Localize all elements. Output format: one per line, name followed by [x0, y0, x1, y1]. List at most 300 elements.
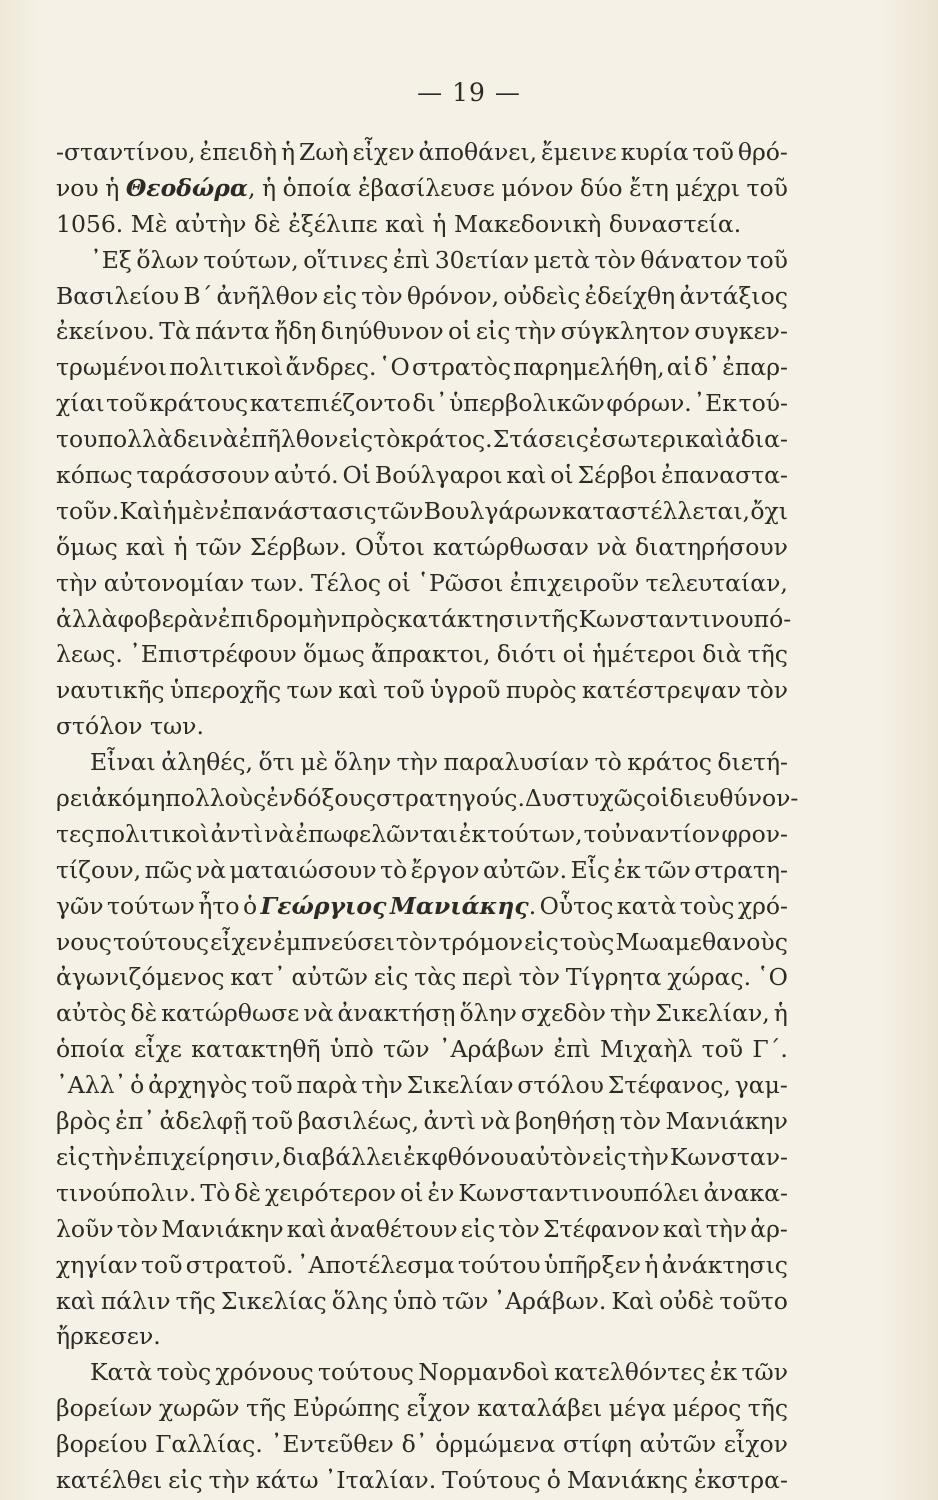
- word: ἐπωφελῶνται: [295, 819, 458, 848]
- word: ᾿Ιταλίαν.: [324, 1465, 437, 1494]
- word: οἱ: [400, 1178, 424, 1207]
- word: κράτος.: [400, 425, 493, 454]
- word: στόλου: [517, 1071, 604, 1100]
- word: κάτω: [255, 1465, 319, 1494]
- word: κατάκτησιν: [397, 604, 539, 633]
- word: ἐνδόξους: [266, 784, 376, 813]
- word: τὸν: [746, 676, 788, 705]
- word: πολιτικοὶ: [95, 819, 210, 848]
- word: ὅμως: [303, 640, 365, 669]
- word: θρόνον,: [406, 281, 500, 310]
- text-line: [56, 1391, 788, 1427]
- text-line: [56, 494, 788, 530]
- word: Τέλος: [310, 568, 382, 597]
- text-line: [56, 386, 788, 422]
- word: τὴν: [705, 1214, 748, 1243]
- word: ἐξέλιπε: [288, 209, 378, 238]
- word: τοῦτο: [719, 1286, 788, 1315]
- word: ἡ: [644, 1250, 659, 1279]
- word: ἡ: [262, 173, 277, 202]
- word: δι᾿: [412, 389, 448, 418]
- word: Καὶ: [611, 1286, 655, 1315]
- word: ἡ: [281, 138, 296, 166]
- word: καὶ: [506, 461, 547, 490]
- text-line: [56, 960, 788, 996]
- word: ὅλων: [136, 245, 199, 274]
- word: τὸν: [518, 963, 561, 992]
- word: ἀνῆλθον: [216, 281, 319, 310]
- word: μὲν: [176, 496, 219, 525]
- word: ἀντὶ: [210, 819, 263, 848]
- word: οὐδὲ: [659, 1286, 715, 1315]
- word: Εἶναι: [90, 748, 156, 777]
- word: αὐτῶν.: [483, 855, 568, 884]
- word: χίαι: [56, 389, 105, 418]
- word: Μὲ: [130, 209, 168, 238]
- word: βασιλέως,: [297, 1107, 420, 1136]
- word: ἐκείνου.: [56, 317, 155, 346]
- text-line: [56, 1212, 788, 1248]
- word: Στέφανος,: [607, 1071, 731, 1100]
- text-line: [56, 314, 788, 350]
- word: σύγκλητον: [560, 317, 691, 346]
- word: τὰς: [414, 963, 457, 992]
- word: ῾Ο: [378, 353, 410, 382]
- word: Τὰ: [159, 317, 191, 346]
- word: Κωνσταντινουπόλει: [458, 1178, 700, 1207]
- word: οἵτινες: [303, 245, 389, 274]
- word: ματαιώσουν: [229, 855, 377, 884]
- word: μέγα: [608, 1394, 667, 1423]
- word: εἰς: [373, 963, 409, 992]
- word: καὶ: [286, 1214, 327, 1243]
- word: ἐδείχθη: [584, 281, 676, 310]
- word: τοῦ: [383, 676, 425, 705]
- word: Σικελίαν,: [655, 999, 770, 1028]
- word: κράτους: [149, 389, 249, 418]
- word: διαβάλλει: [282, 1142, 403, 1171]
- word: τού-: [738, 389, 788, 418]
- word: ὁρμώμενα: [435, 1430, 556, 1459]
- word: τοὺς: [156, 1358, 212, 1387]
- word: εἰς: [460, 1214, 496, 1243]
- word: Στάσεις: [492, 425, 589, 454]
- text-line: [56, 781, 799, 817]
- word: χώρας.: [667, 963, 752, 992]
- word: τοῦ: [746, 173, 788, 202]
- word: αὐτῶν: [291, 963, 369, 992]
- word: ᾿Αποτέλεσμα: [296, 1250, 455, 1279]
- word: καὶ: [338, 676, 378, 705]
- word: ἀρ-: [750, 1214, 788, 1243]
- word: παρὰ: [296, 1071, 358, 1100]
- word: βορείων: [56, 1394, 153, 1423]
- text-line: [56, 925, 788, 961]
- word: δ᾿: [694, 353, 721, 382]
- word: Τὸ: [200, 1178, 231, 1207]
- word: τῆς: [175, 1286, 216, 1315]
- word: ᾿Αράβων.: [493, 1286, 607, 1315]
- word: εἶχον: [723, 1430, 788, 1459]
- word: κόπως: [56, 461, 133, 490]
- word: ὁποία: [56, 1035, 125, 1064]
- word: τὸν: [361, 281, 403, 310]
- word: μέχρι: [675, 173, 741, 202]
- word: διηύθυνον: [320, 317, 444, 346]
- word: Μανιάκην: [161, 1214, 284, 1243]
- word: τοῦ: [141, 1250, 183, 1279]
- word: ἡ: [162, 496, 177, 525]
- word: πάντα: [195, 317, 270, 346]
- text-line: [56, 1427, 788, 1463]
- word: Βούλγαροι: [374, 461, 503, 490]
- word: τούτων: [106, 891, 195, 920]
- word: ἔτη: [629, 173, 669, 202]
- word: μετὰ: [533, 245, 590, 274]
- word-group: [390, 889, 536, 925]
- word: ὅτι: [258, 748, 295, 777]
- text-line: [56, 171, 788, 207]
- word: ἐκ: [709, 1358, 738, 1387]
- word: αἱ: [666, 353, 692, 382]
- word: Μανιάκην: [665, 1107, 788, 1136]
- word: στρατηγούς.: [376, 784, 525, 813]
- word: περὶ: [462, 963, 513, 992]
- word: φρον-: [721, 819, 788, 848]
- word: κράτος: [627, 748, 712, 777]
- word: ῾Ο: [756, 963, 788, 992]
- word: τούτους: [112, 927, 209, 956]
- word: των.: [250, 568, 305, 597]
- word: ρει: [56, 784, 92, 813]
- word: ὑγροῦ: [429, 676, 501, 705]
- word: τρωμένοι: [56, 353, 168, 382]
- word: φθόνου: [431, 1142, 519, 1171]
- word: τὴν: [627, 1142, 669, 1171]
- word: καταλάβει: [477, 1394, 603, 1423]
- word: ἐπιχείρησιν,: [133, 1142, 282, 1171]
- word: ταράσσουν: [136, 461, 270, 490]
- word: ἀνακτήσῃ: [337, 999, 456, 1028]
- word: Γ΄.: [752, 1035, 788, 1064]
- word: τούτων,: [487, 819, 583, 848]
- word: ἐκ: [403, 1142, 431, 1171]
- word: τοῦ: [746, 245, 788, 274]
- word: εἰς: [475, 317, 511, 346]
- word: Βασιλείου: [56, 281, 180, 310]
- text-line: [56, 135, 788, 171]
- word: ἀναθέτουν: [329, 1214, 458, 1243]
- word: Οὗτος: [539, 891, 614, 920]
- word: Οὗτοι: [354, 532, 425, 561]
- word: στρατη-: [694, 855, 788, 884]
- word: ἔμεινε: [541, 138, 617, 166]
- word: ἀδια-: [724, 425, 788, 454]
- word: Δυστυχῶς: [524, 784, 647, 813]
- word: τῶν: [441, 1286, 489, 1315]
- word: τοῦ: [106, 389, 148, 418]
- word: τίζουν,: [56, 855, 142, 884]
- word: κατώρθωσε: [161, 999, 300, 1028]
- word: ᾿Εκ: [693, 389, 737, 418]
- word: γαμ-: [734, 1071, 788, 1100]
- word: Σικελίας: [220, 1286, 327, 1315]
- word: ἀδελφῇ: [159, 1107, 248, 1136]
- word: ὑπὸ: [393, 1286, 437, 1315]
- word: νους: [56, 927, 112, 956]
- word: τούτων,: [203, 245, 299, 274]
- word: Κωνσταντινουπό-: [578, 604, 792, 633]
- word: Γαλλίας.: [155, 1430, 263, 1459]
- word: νὰ: [264, 819, 295, 848]
- word: ἐν: [427, 1178, 455, 1207]
- word: λοῦν: [56, 1214, 114, 1243]
- word: καὶ: [385, 209, 425, 238]
- text-line: [56, 637, 788, 673]
- word: ὑπὸ: [329, 1035, 374, 1064]
- word: τοῦν.: [56, 496, 120, 525]
- word: Τούτους: [442, 1465, 541, 1494]
- word: τὴν: [91, 1142, 133, 1171]
- word: τῶν: [644, 855, 691, 884]
- word: τῶν: [741, 1358, 788, 1387]
- word: νὰ: [480, 1107, 511, 1136]
- emphasized-name: Γεώργιος: [260, 891, 387, 920]
- word: φόρων.: [606, 389, 692, 418]
- word: στίφη: [563, 1430, 632, 1459]
- word: τὸν: [594, 245, 636, 274]
- word: πάλιν: [100, 1286, 171, 1315]
- word: δὲ: [130, 999, 158, 1028]
- word: αὐτὴν: [174, 209, 247, 238]
- word: καὶ: [56, 1286, 96, 1315]
- text-line: [56, 350, 788, 386]
- word: τοῦ: [251, 1071, 293, 1100]
- word: τελευταίαν,: [645, 568, 788, 597]
- text-line: [56, 1355, 788, 1391]
- word: ἐπαρ-: [722, 353, 788, 382]
- word: τῆς: [538, 604, 579, 633]
- text-line: [56, 1068, 788, 1104]
- word-group: [126, 171, 256, 207]
- word: τοῦ: [701, 1035, 744, 1064]
- word: λεως.: [56, 640, 123, 669]
- word: ὅμως: [56, 532, 118, 561]
- word: ὅλην: [333, 748, 392, 777]
- word: ἀγωνιζόμενος: [56, 963, 225, 992]
- word: οἱ: [562, 640, 586, 669]
- word: τες: [56, 819, 95, 848]
- word: αὐτὸν: [519, 1142, 592, 1171]
- word: εἰς: [338, 425, 374, 454]
- word: Μιχαὴλ: [600, 1035, 693, 1064]
- word: του: [56, 425, 98, 454]
- word: τοῦ: [692, 138, 734, 166]
- word: ἡ: [773, 999, 788, 1028]
- word: εἰς: [56, 1142, 91, 1171]
- word: ἀντὶ: [423, 1107, 476, 1136]
- word: εἰς: [168, 1465, 203, 1494]
- word: ὅλην: [459, 999, 517, 1028]
- word: ἐπ᾿: [115, 1107, 155, 1136]
- word: τὴν: [396, 748, 439, 777]
- word: Κατὰ: [90, 1358, 153, 1387]
- word: 1056.: [56, 209, 124, 238]
- text-line: [56, 602, 792, 638]
- word: ἐμπνεύσει: [273, 927, 395, 956]
- word: νὰ: [596, 532, 627, 561]
- word: ὁποία: [282, 173, 352, 202]
- text-line: [56, 1104, 788, 1140]
- word: τὸν: [395, 927, 438, 956]
- text-line: [56, 530, 788, 566]
- word: ἡ: [173, 532, 188, 561]
- word: Εὐρώπης: [292, 1394, 400, 1423]
- word: χρόνους: [215, 1358, 314, 1387]
- word: συγκεν-: [694, 317, 788, 346]
- word: ἐπιχειροῦν: [509, 568, 640, 597]
- word: Ζωὴ: [299, 138, 349, 166]
- word: τῶν: [195, 532, 242, 561]
- word: κατὰ: [616, 891, 677, 920]
- word: κατεπιέζοντο: [249, 389, 411, 418]
- word: εἰς: [322, 281, 357, 310]
- word: ὅλης: [331, 1286, 389, 1315]
- word: ἀκόμη: [91, 784, 166, 813]
- word: τρόμον: [438, 927, 524, 956]
- word: των.: [150, 712, 204, 741]
- word: ἐπὶ: [553, 1035, 591, 1064]
- word: χηγίαν: [56, 1250, 138, 1279]
- word: ὑπῆρξεν: [544, 1250, 642, 1279]
- word: νὰ: [195, 855, 226, 884]
- word: καὶ: [662, 1214, 703, 1243]
- word: ᾿Αλλ᾿: [56, 1071, 127, 1100]
- word: ,: [248, 173, 256, 202]
- word: καὶ: [125, 532, 166, 561]
- word: στρατοῦ.: [185, 1250, 294, 1279]
- word: τὴν: [514, 317, 557, 346]
- word: βρὸς: [56, 1107, 111, 1136]
- word: ῾Ρῶσοι: [417, 568, 504, 597]
- word: ἄπρακτοι,: [370, 640, 491, 669]
- word: ἡμέτεροι: [592, 640, 697, 669]
- word: κατελθόντες: [554, 1358, 706, 1387]
- word: τὸ: [380, 855, 408, 884]
- word: τὸν: [619, 1107, 662, 1136]
- word: ἤρκεσεν.: [56, 1322, 161, 1351]
- word: ἀποθάνει,: [418, 138, 538, 166]
- word: Κωνσταν-: [669, 1142, 788, 1171]
- word: Καὶ: [119, 496, 163, 525]
- word: δύο: [580, 173, 623, 202]
- text-line: [56, 458, 788, 494]
- word: ἐπῆλθον: [238, 425, 339, 454]
- word: ὁ: [130, 1071, 145, 1100]
- text-line: [56, 1032, 788, 1068]
- word: ἀντάξιος: [679, 281, 788, 310]
- word: εἶχε: [134, 1035, 182, 1064]
- word: τὸ: [373, 425, 401, 454]
- word: τὴν: [609, 999, 652, 1028]
- text-line: [56, 422, 788, 458]
- word: Στέφανον: [542, 1214, 660, 1243]
- word: τῆς: [747, 640, 788, 669]
- word: οἱ: [646, 784, 670, 813]
- word: αὐτονομίαν: [103, 568, 245, 597]
- text-line: [56, 853, 788, 889]
- text-line: [56, 745, 788, 781]
- word: δὲ: [234, 1178, 262, 1207]
- word: Β΄: [183, 281, 213, 310]
- word: τὸ: [594, 748, 622, 777]
- word: φοβερὰν: [117, 604, 218, 633]
- word: παραλυσίαν: [443, 748, 590, 777]
- word: ἐβασίλευσε: [357, 173, 495, 202]
- word: τὴν: [361, 1071, 403, 1100]
- word: σχεδὸν: [520, 999, 606, 1028]
- text-line: [56, 243, 788, 279]
- word: δεινὰ: [172, 425, 239, 454]
- text-line: [56, 279, 788, 315]
- word: διευθύνον-: [669, 784, 799, 813]
- emphasized-name: Μανιάκης: [389, 891, 529, 920]
- word: ἐπανάστασις: [219, 496, 377, 525]
- word: τῶν: [383, 1035, 430, 1064]
- word: .: [528, 891, 537, 920]
- word: γῶν: [56, 891, 104, 920]
- word: αὐτῶν: [639, 1430, 717, 1459]
- word: τὴν: [56, 568, 98, 597]
- word: πολλὰ: [97, 425, 173, 454]
- word: κατ᾿: [230, 963, 286, 992]
- word: ἐσωτερικαὶ: [588, 425, 725, 454]
- word: θάνατον: [640, 245, 743, 274]
- word: θρό-: [737, 138, 788, 166]
- word: οἱ: [448, 317, 472, 346]
- text-line: [56, 1140, 788, 1176]
- word: ἡ: [432, 209, 447, 238]
- emphasized-name: Θεοδώρα: [125, 173, 249, 202]
- word: εἶχεν: [352, 138, 415, 166]
- text-line: [56, 1248, 788, 1284]
- word: ᾿Εξ: [90, 245, 132, 274]
- word: νὰ: [303, 999, 334, 1028]
- word: στόλον: [56, 712, 143, 741]
- word: τοῦ: [251, 1107, 293, 1136]
- word: ἐπειδὴ: [199, 138, 278, 166]
- word: ἐπὶ: [392, 245, 431, 274]
- word: κατέλθει: [56, 1465, 163, 1494]
- word: τούτου: [457, 1250, 541, 1279]
- text-line: [56, 996, 788, 1032]
- word: πρὸς: [340, 604, 398, 633]
- word: δὲ: [253, 209, 281, 238]
- word: ᾿Αράβων: [438, 1035, 545, 1064]
- word: Βουλγάρων: [423, 496, 562, 525]
- word: ὁ: [242, 891, 258, 920]
- word: χρό-: [737, 891, 788, 920]
- word: χωρῶν: [158, 1394, 240, 1423]
- text-line: [56, 889, 788, 925]
- word: ἀληθές,: [161, 748, 254, 777]
- word: διὰ: [702, 640, 742, 669]
- word: Μωαμεθανοὺς: [615, 927, 788, 956]
- word: διατηρήσουν: [634, 532, 788, 561]
- word: ἀνάκτησις: [661, 1250, 788, 1279]
- word: -σταντίνου,: [56, 138, 196, 166]
- word: παρημελήθη,: [513, 353, 665, 382]
